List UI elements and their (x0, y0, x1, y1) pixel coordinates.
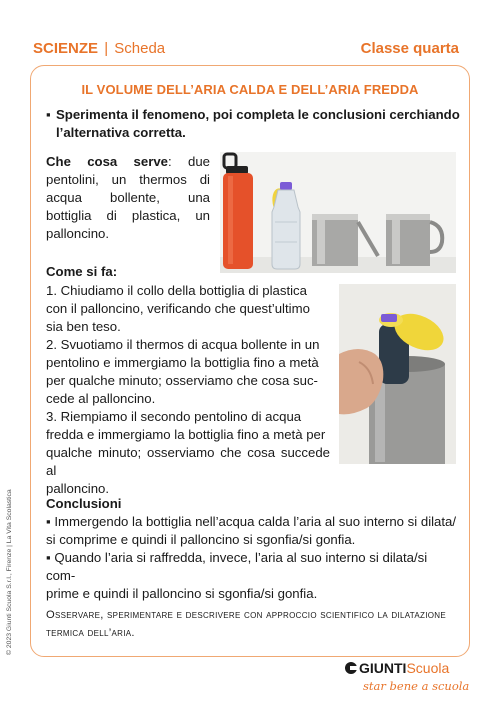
instruction-text: Sperimenta il fenomeno, poi completa le conclusioni cerchiando l’alternativa corretta. (56, 107, 460, 140)
worksheet-title: IL VOLUME DELL’ARIA CALDA E DELL’ARIA FREDDA (81, 82, 419, 97)
procedure-line: palloncino. (46, 481, 110, 496)
instruction-bullet: ▪ (46, 107, 51, 122)
experiment-illustration (339, 284, 456, 464)
conclusion-line: si comprime e quindi il palloncino si sgonfia/si gonfia. (46, 532, 356, 547)
materials-paragraph (46, 153, 210, 243)
logo-wordmark (359, 660, 449, 676)
logo-brand-suffix: Scuola (406, 660, 450, 676)
procedure-line: fredda e immergiamo la bottiglia fino a metà per (46, 427, 326, 442)
procedure-line: 1. Chiudiamo il collo della bottiglia di plastica (46, 283, 307, 298)
conclusions-title: Conclusioni (46, 496, 122, 511)
materials-label: Che cosa serve (46, 154, 169, 169)
procedure-steps (46, 282, 330, 498)
procedure-title-text: Come si fa (46, 264, 113, 279)
publisher-logo (345, 660, 470, 700)
instruction (46, 106, 460, 142)
procedure-line: 3. Riempiamo il secondo pentolino di acqua (46, 409, 302, 424)
sheet-kind: Scheda (114, 40, 166, 57)
header-separator: | (104, 40, 109, 57)
logo-brand: GIUNTI (359, 660, 407, 676)
procedure-title-colon: : (112, 264, 118, 279)
subject-name: SCIENZE (33, 40, 99, 57)
conclusion-line: ▪ Quando l’aria si raffredda, invece, l’aria al suo interno si dilata/si com- (46, 550, 428, 583)
conclusion-line: ▪ Immergendo la bottiglia nell’acqua calda l’aria al suo interno si dilata/ (46, 514, 457, 529)
conclusions-text (46, 513, 458, 603)
materials-text: : due pentolini, un thermos di acqua bollente, una bottiglia di plastica, un palloncino. (46, 154, 210, 241)
materials-photo (220, 152, 456, 273)
procedure-line: per qualche minuto; osserviamo che cosa suc- (46, 373, 318, 388)
procedure-line: cede al palloncino. (46, 391, 156, 406)
grade-label: Classe quarta (360, 40, 459, 57)
logo-g-icon (345, 662, 357, 674)
copyright-notice: © 2023 Giunti Scuola S.r.l., Firenze | La Vita Scolastica (6, 489, 13, 655)
subject-label (33, 40, 165, 57)
procedure-line: 2. Svuotiamo il thermos di acqua bollente in un (46, 337, 320, 352)
learning-objective: Osservare, sperimentare e descrivere con approccio scientifico la dilatazione termica dell’aria. (46, 609, 446, 639)
materials-illustration (220, 152, 456, 273)
procedure-line: con il palloncino, verificando che quest’ultimo (46, 301, 310, 316)
experiment-photo (339, 284, 456, 464)
conclusion-line: prime e quindi il palloncino si sgonfia/si gonfia. (46, 586, 318, 601)
procedure-line: sia ben teso. (46, 319, 121, 334)
page-header (33, 40, 459, 60)
logo-tagline: star bene a scuola (363, 679, 470, 693)
procedure-line: qualche minuto; osserviamo che cosa succede al (46, 445, 330, 478)
procedure-line: pentolino e immergiamo la bottiglia fino a metà (46, 355, 319, 370)
procedure-title (46, 264, 117, 279)
